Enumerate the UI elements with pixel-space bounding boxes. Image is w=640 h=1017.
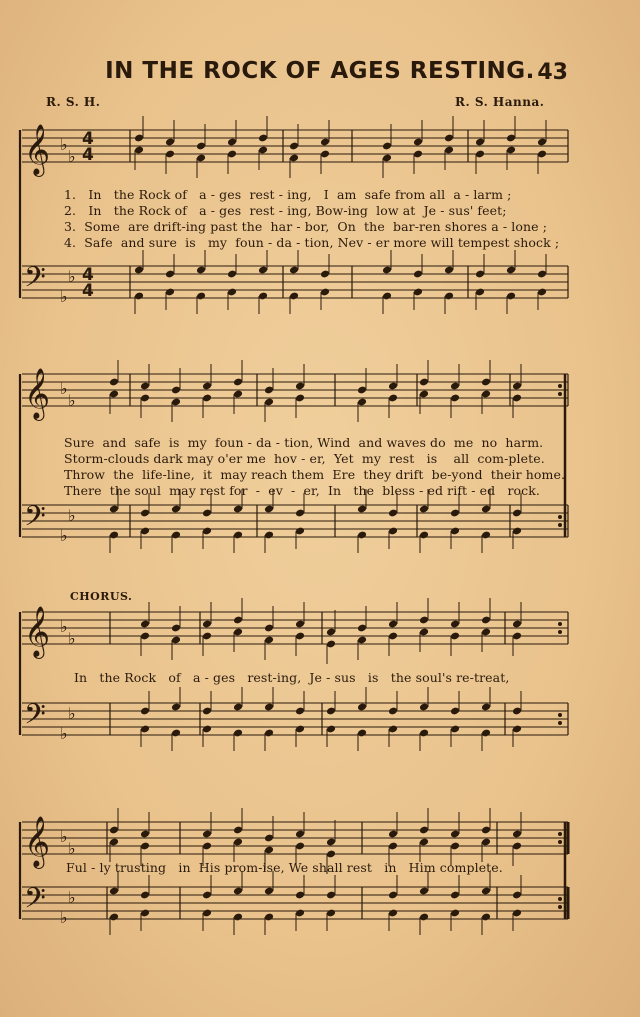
verse-1-line-2: Sure and safe is my foun - da - tion, Wind and waves do me no harm. — [64, 435, 544, 450]
chorus-line-1: In the Rock of a - ges rest-ing, Je - sus is the soul's re-treat, — [74, 670, 510, 685]
svg-text:4: 4 — [82, 265, 94, 285]
verse-3-line-2: Throw the life-line, it may reach them Ere they drift be-yond their home. — [64, 467, 566, 482]
svg-text:4: 4 — [82, 281, 94, 301]
svg-text:4: 4 — [82, 145, 94, 165]
svg-text:𝄢: 𝄢 — [24, 698, 46, 738]
svg-text:♭: ♭ — [60, 135, 68, 154]
verse-4-line-1: 4. Safe and sure is my foun - da - tion, Nev - er more will tempest shock ; — [64, 235, 560, 250]
svg-text:♭: ♭ — [68, 629, 76, 648]
svg-text:𝄞: 𝄞 — [24, 368, 51, 419]
svg-text:♭: ♭ — [68, 391, 76, 410]
svg-text:𝄞: 𝄞 — [24, 606, 51, 657]
hymn-title: IN THE ROCK OF AGES RESTING. — [105, 58, 535, 84]
chorus-label: CHORUS. — [70, 590, 133, 603]
music-credit: R. S. Hanna. — [455, 95, 545, 109]
verse-2-line-1: 2. In the Rock of a - ges rest - ing, Bow-ing low at Je - sus' feet; — [64, 203, 507, 218]
svg-text:♭: ♭ — [68, 888, 76, 907]
verse-1-line-1: 1. In the Rock of a - ges rest - ing, I am safe from all a - larm ; — [64, 187, 512, 202]
svg-text:♭: ♭ — [60, 526, 68, 545]
svg-text:♭: ♭ — [68, 704, 76, 723]
svg-text:♭: ♭ — [60, 617, 68, 636]
page-number: 43 — [537, 60, 568, 85]
svg-text:♭: ♭ — [68, 506, 76, 525]
svg-text:♭: ♭ — [68, 267, 76, 286]
verse-4-line-2: There the soul may rest for - ev - er, In the bless - ed rift - ed rock. — [64, 483, 541, 498]
svg-text:♭: ♭ — [60, 287, 68, 306]
svg-text:♭: ♭ — [60, 379, 68, 398]
svg-text:𝄞: 𝄞 — [24, 816, 51, 867]
svg-text:𝄢: 𝄢 — [24, 882, 46, 922]
chorus-line-2: Ful - ly trusting in His prom-ise, We shall rest in Him complete. — [66, 860, 503, 875]
verse-2-line-2: Storm-clouds dark may o'er me hov - er, Yet my rest is all com-plete. — [64, 451, 545, 466]
svg-text:𝄞: 𝄞 — [24, 124, 51, 175]
svg-text:♭: ♭ — [68, 839, 76, 858]
svg-text:𝄢: 𝄢 — [24, 500, 46, 540]
svg-text:4: 4 — [82, 129, 94, 149]
verse-3-line-1: 3. Some are drift-ing past the har - bor, On the bar-ren shores a - lone ; — [64, 219, 548, 234]
svg-text:♭: ♭ — [68, 147, 76, 166]
svg-text:♭: ♭ — [60, 908, 68, 927]
svg-text:♭: ♭ — [60, 827, 68, 846]
svg-text:♭: ♭ — [60, 724, 68, 743]
svg-text:𝄢: 𝄢 — [24, 261, 46, 301]
words-credit: R. S. H. — [46, 95, 101, 109]
